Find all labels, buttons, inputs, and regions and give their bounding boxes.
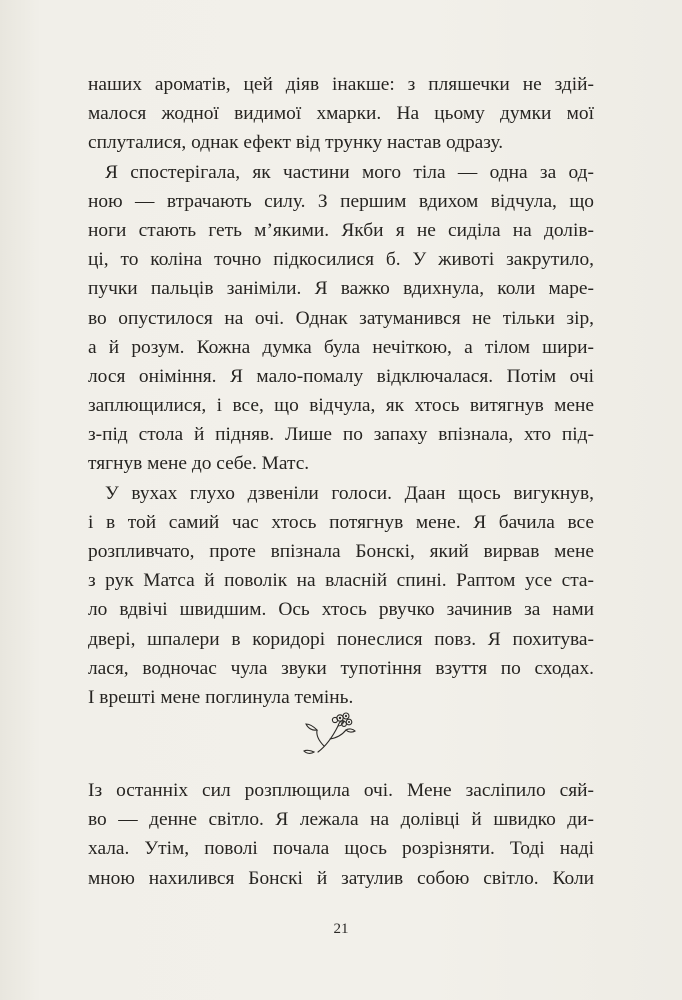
- text-line: розпливчато, проте впізнала Бонскі, який вирвав мене: [88, 541, 594, 562]
- text-section-1: [88, 70, 594, 712]
- text-line: Із останніх сил розплющила очі. Мене засліпило сяй-: [88, 780, 594, 801]
- text-line: сплуталися, однак ефект від трунку настав одразу.: [88, 132, 504, 154]
- text-line: тягнув мене до себе. Матс.: [88, 453, 310, 475]
- text-line: з-під стола й підняв. Лише по запаху впізнала, хто під-: [88, 424, 594, 446]
- paragraph-4: [88, 776, 594, 893]
- text-line: лася, водночас чула звуки тупотіння взуття по сходах.: [88, 657, 594, 679]
- text-line: ноги стають геть м’якими. Якби я не сиділа на долів-: [88, 219, 594, 241]
- paragraph-2: [88, 158, 594, 479]
- text-line: І врешті мене поглинула темінь.: [88, 686, 354, 708]
- text-section-2: [88, 776, 594, 893]
- text-line: наших ароматів, цей діяв інакше: з пляшечки не здій-: [88, 74, 594, 95]
- text-line: во опустилося на очі. Однак затуманився не тільки зір,: [88, 307, 594, 329]
- text-line: лося оніміння. Я мало-помалу відключалася. Потім очі: [88, 365, 594, 387]
- text-line: ло вдвічі швидшим. Ось хтось рвучко зачинив за нами: [88, 599, 594, 621]
- text-line: пучки пальців заніміли. Я важко вдихнула, коли маре-: [88, 278, 594, 300]
- flower-sprig-icon: [300, 708, 362, 760]
- text-line: Я спостерігала, як частини мого тіла — одна за од-: [105, 161, 594, 183]
- text-line: У вухах глухо дзвеніли голоси. Даан щось вигукнув,: [105, 482, 594, 504]
- text-line: ці, то коліна точно підкосилися б. У животі закрутило,: [88, 249, 594, 271]
- text-line: а й розум. Кожна думка була нечіткою, а тілом шири-: [88, 336, 594, 358]
- paragraph-1: [88, 70, 594, 158]
- text-line: ною — втрачають силу. З першим вдихом відчула, що: [88, 190, 594, 212]
- page-number: 21: [333, 921, 349, 937]
- paragraph-3: [88, 479, 594, 713]
- text-line: з рук Матса й поволік на власній спині. Раптом усе ста-: [88, 570, 594, 592]
- text-line: во — денне світло. Я лежала на долівці й швидко ди-: [88, 809, 594, 831]
- text-line: і в той самий час хтось потягнув мене. Я бачила все: [88, 511, 594, 533]
- text-line: мною нахилився Бонскі й затулив собою світло. Коли: [88, 867, 594, 889]
- text-line: двері, шпалери в коридорі понеслися повз. Я похитува-: [88, 628, 594, 650]
- text-line: заплющилися, і все, що відчула, як хтось витягнув мене: [88, 395, 594, 417]
- text-line: хала. Утім, поволі почала щось розрізняти. Тоді наді: [88, 838, 594, 860]
- text-line: малося жодної видимої хмарки. На цьому думки мої: [88, 103, 594, 125]
